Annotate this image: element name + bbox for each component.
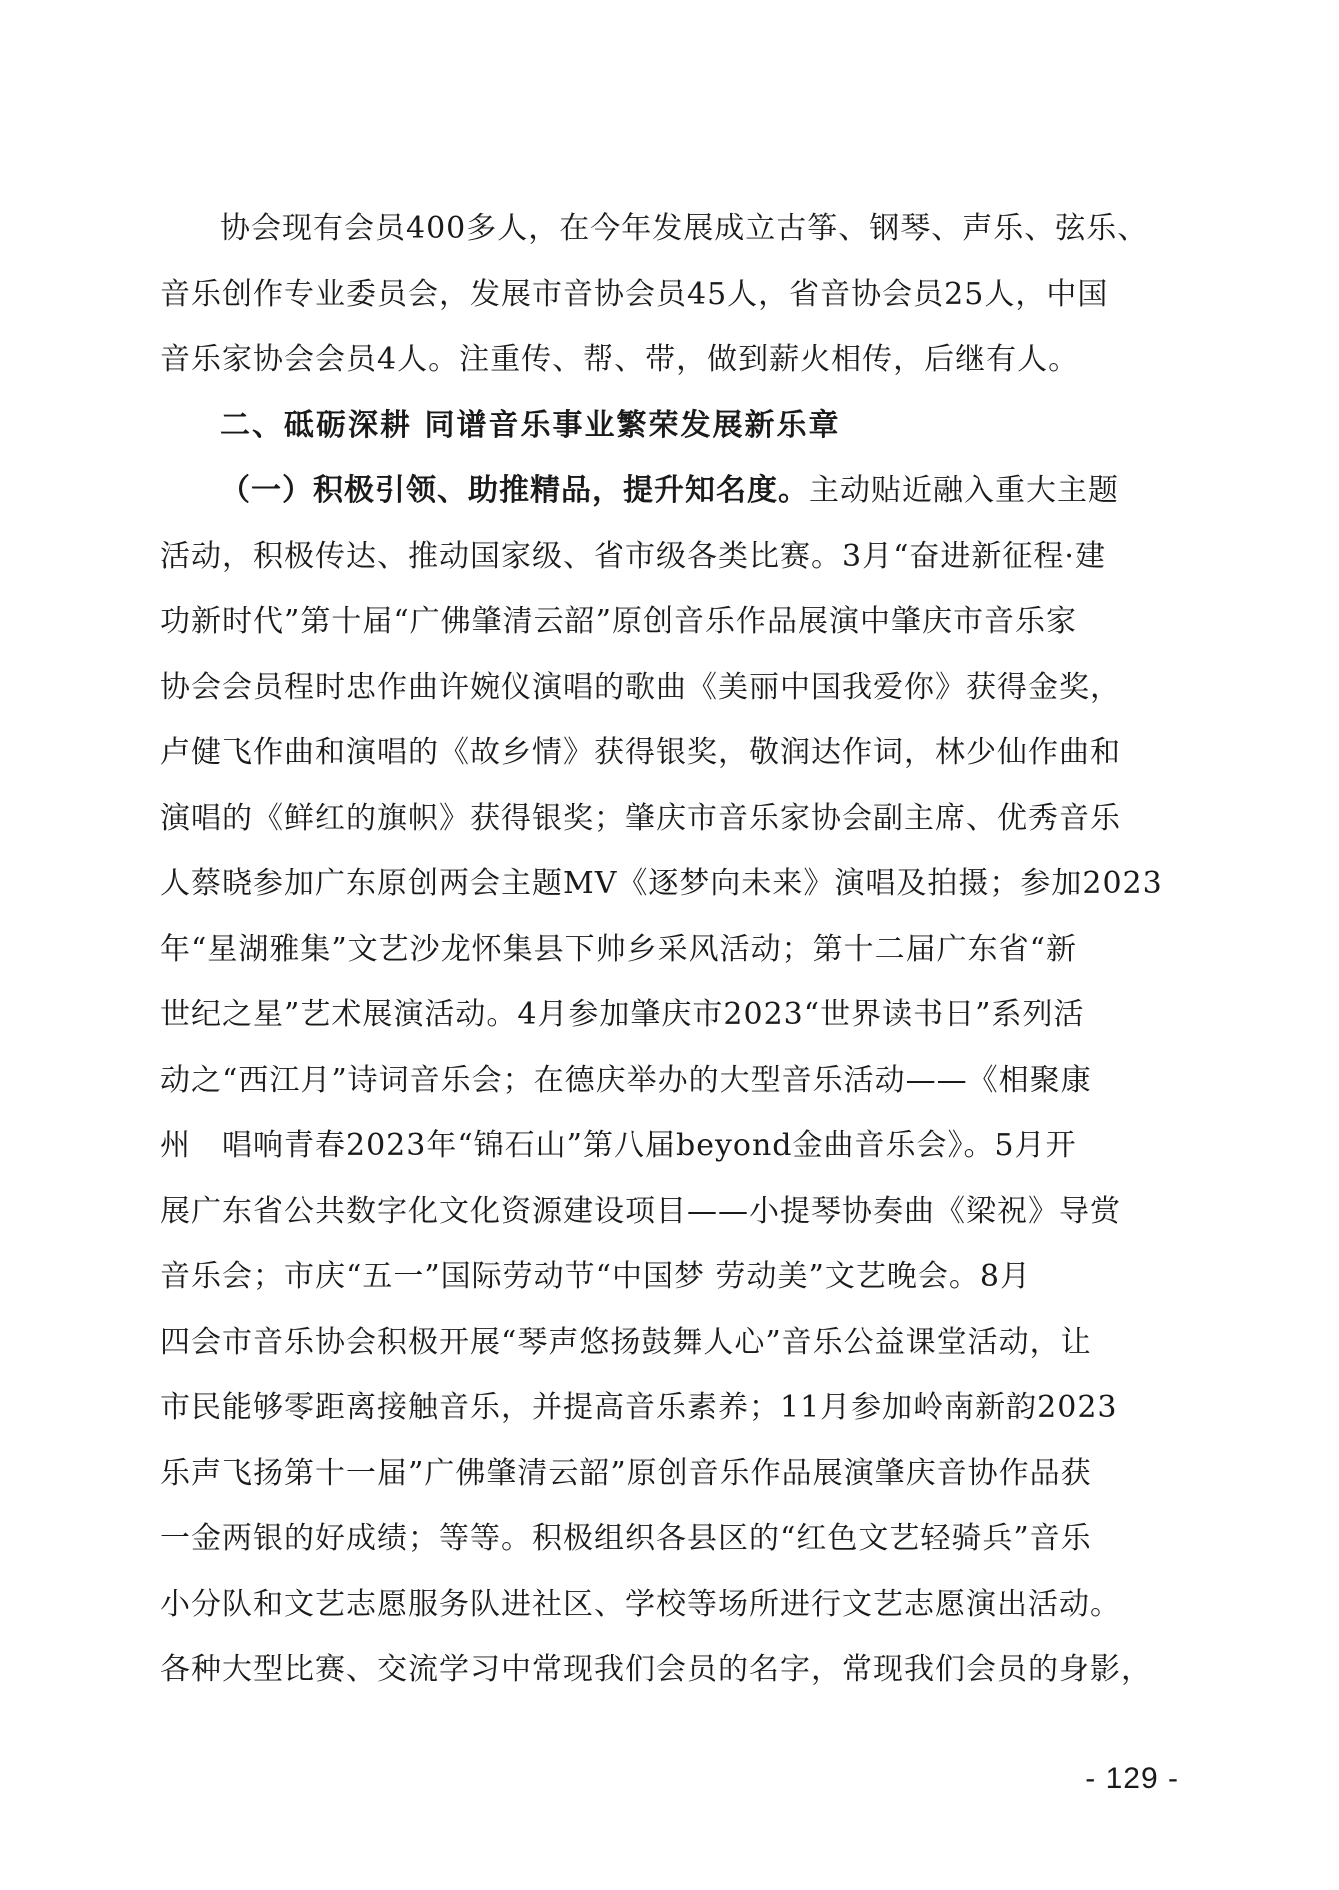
paragraph-line: 活动，积极传达、推动国家级、省市级各类比赛。3月“奋进新征程·建 — [160, 538, 1106, 574]
paragraph-line: 州 唱响青春2023年“锦石山”第八届beyond金曲音乐会》。5月开 — [160, 1128, 1077, 1163]
paragraph-line: 展广东省公共数字化文化资源建设项目——小提琴协奏曲《梁祝》导赏 — [160, 1193, 1121, 1229]
paragraph-line: 世纪之星”艺术展演活动。4月参加肇庆市2023“世界读书日”系列活 — [160, 997, 1085, 1032]
paragraph-line: 卢健飞作曲和演唱的《故乡情》获得银奖，敬润达作词，林少仙作曲和 — [160, 735, 1121, 770]
paragraph-line — [160, 458, 1188, 524]
paragraph-line: 演唱的《鲜红的旗帜》获得银奖；肇庆市音乐家协会副主席、优秀音乐 — [160, 800, 1121, 836]
document-body — [160, 196, 1188, 1703]
section-heading: 二、砥砺深耕 同谱音乐事业繁荣发展新乐章 — [220, 407, 841, 443]
paragraph-line: 协会现有会员400多人，在今年发展成立古筝、钢琴、声乐、弦乐、 — [220, 211, 1149, 246]
paragraph-line: 动之“西江月”诗词音乐会；在德庆举办的大型音乐活动——《相聚康 — [160, 1062, 1092, 1098]
paragraph-line: 音乐家协会会员4人。注重传、帮、带，做到薪火相传，后继有人。 — [160, 342, 1080, 377]
paragraph-line: 人蔡晓参加广东原创两会主题MV《逐梦向未来》演唱及拍摄；参加2023 — [160, 866, 1163, 901]
paragraph-text: 主动贴近融入重大主题 — [809, 473, 1119, 508]
paragraph-line: 音乐会；市庆“五一”国际劳动节“中国梦 劳动美”文艺晚会。8月 — [160, 1259, 1031, 1294]
paragraph-line: 一金两银的好成绩；等等。积极组织各县区的“红色文艺轻骑兵”音乐 — [160, 1521, 1092, 1556]
subsection-heading: （一）积极引领、助推精品，提升知名度。 — [220, 473, 809, 508]
paragraph-line: 市民能够零距离接触音乐，并提高音乐素养；11月参加岭南新韵2023 — [160, 1390, 1118, 1425]
paragraph-line: 功新时代”第十届“广佛肇清云韶”原创音乐作品展演中肇庆市音乐家 — [160, 604, 1078, 639]
paragraph-line: 四会市音乐协会积极开展“琴声悠扬鼓舞人心”音乐公益课堂活动，让 — [160, 1324, 1092, 1360]
page-number: - 129 - — [1085, 1762, 1179, 1795]
paragraph-line: 音乐创作专业委员会，发展市音协会员45人，省音协会员25人，中国 — [160, 276, 1109, 312]
paragraph-line: 小分队和文艺志愿服务队进社区、学校等场所进行文艺志愿演出活动。 — [160, 1586, 1121, 1622]
paragraph-line: 年“星湖雅集”文艺沙龙怀集县下帅乡采风活动；第十二届广东省“新 — [160, 931, 1078, 967]
paragraph-line: 乐声飞扬第十一届”广佛肇清云韶”原创音乐作品展演肇庆音协作品获 — [160, 1455, 1092, 1491]
paragraph-line: 协会会员程时忠作曲许婉仪演唱的歌曲《美丽中国我爱你》获得金奖， — [160, 669, 1121, 705]
paragraph-line: 各种大型比赛、交流学习中常现我们会员的名字，常现我们会员的身影， — [160, 1652, 1152, 1687]
